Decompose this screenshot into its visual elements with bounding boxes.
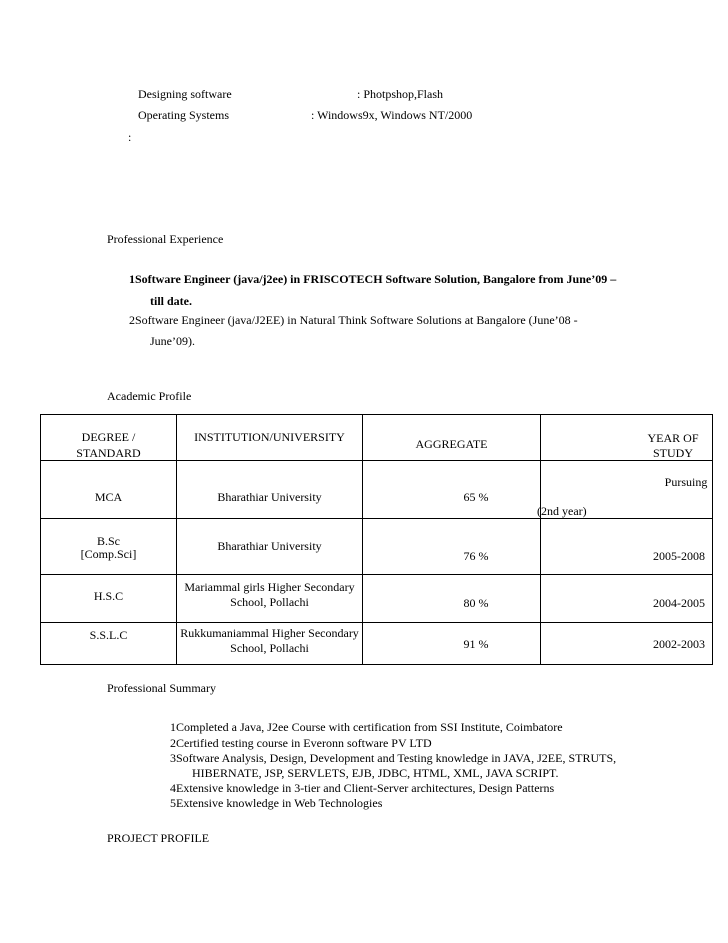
- summary-line-1: 1Completed a Java, J2ee Course with certification from SSI Institute, Coimbatore: [170, 720, 563, 734]
- institution-text-line-2: School, Pollachi: [230, 641, 309, 655]
- header-aggregate-cell: [363, 415, 541, 461]
- skill-value-os: : Windows9x, Windows NT/2000: [311, 108, 473, 122]
- header-degree-cell: [41, 415, 177, 461]
- table-row: [41, 519, 713, 575]
- experience-item-1-line-2: till date.: [150, 294, 192, 308]
- institution-cell: [177, 519, 363, 575]
- degree-text: S.S.L.C: [89, 628, 128, 642]
- summary-line-3: 3Software Analysis, Design, Development and Testing knowledge in JAVA, J2EE, STRUTS,: [170, 751, 617, 765]
- table-row: [41, 575, 713, 623]
- degree-text: H.S.C: [93, 589, 124, 603]
- experience-item-2-line-2: June’09).: [150, 334, 195, 348]
- summary-line-2: 2Certified testing course in Everonn software PV LTD: [170, 736, 432, 750]
- aggregate-text: 80 %: [463, 596, 489, 610]
- experience-item-1-line-1: 1Software Engineer (java/j2ee) in FRISCOTECH Software Solution, Bangalore from June’09 –: [129, 272, 617, 286]
- aggregate-cell: [363, 575, 541, 623]
- header-year-cell: [541, 415, 713, 461]
- header-institution-cell: [177, 415, 363, 461]
- degree-cell: [41, 519, 177, 575]
- year-cell: [541, 519, 713, 575]
- aggregate-cell: [363, 519, 541, 575]
- institution-text-line-2: School, Pollachi: [230, 595, 309, 609]
- institution-text: Rukkumaniammal Higher Secondary: [180, 626, 359, 640]
- table-row: [41, 623, 713, 665]
- degree-cell: [41, 623, 177, 665]
- summary-line-4: HIBERNATE, JSP, SERVLETS, EJB, JDBC, HTML, XML, JAVA SCRIPT.: [192, 766, 559, 780]
- summary-heading: Professional Summary: [107, 681, 216, 695]
- header-institution: INSTITUTION/UNIVERSITY: [194, 430, 345, 444]
- table-header-row: [41, 415, 713, 461]
- header-degree-line-2: STANDARD: [76, 446, 141, 460]
- summary-line-5: 4Extensive knowledge in 3-tier and Client-Server architectures, Design Patterns: [170, 781, 555, 795]
- institution-text: Bharathiar University: [217, 490, 322, 504]
- institution-cell: [177, 461, 363, 519]
- project-heading: PROJECT PROFILE: [107, 831, 210, 845]
- aggregate-text: 76 %: [463, 549, 489, 563]
- year-text: 2004-2005: [653, 596, 705, 610]
- skill-label-designing: Designing software: [138, 87, 232, 101]
- degree-text-line-2: [Comp.Sci]: [80, 547, 137, 561]
- header-degree-line-1: DEGREE /: [81, 430, 136, 444]
- experience-item-2-line-1: 2Software Engineer (java/J2EE) in Natural Think Software Solutions at Bangalore (June’08 -: [129, 313, 578, 327]
- year-text-line-2: (2nd year): [537, 504, 587, 518]
- aggregate-cell: [363, 623, 541, 665]
- summary-line-6: 5Extensive knowledge in Web Technologies: [170, 796, 383, 810]
- skill-value-designing: : Photpshop,Flash: [357, 87, 444, 101]
- degree-text: B.Sc: [96, 534, 120, 548]
- table-row: [41, 461, 713, 519]
- experience-heading: Professional Experience: [107, 232, 224, 246]
- year-cell: [541, 623, 713, 665]
- institution-cell: [177, 623, 363, 665]
- institution-text: Mariammal girls Higher Secondary: [184, 580, 355, 594]
- aggregate-cell: [363, 461, 541, 519]
- degree-cell: [41, 575, 177, 623]
- aggregate-text: 91 %: [463, 637, 489, 651]
- academic-heading: Academic Profile: [107, 389, 192, 403]
- degree-text: MCA: [94, 490, 123, 504]
- year-cell: [537, 461, 713, 519]
- year-text: Pursuing: [664, 475, 708, 489]
- aggregate-text: 65 %: [463, 490, 489, 504]
- academic-table: [40, 414, 713, 665]
- header-aggregate: AGGREGATE: [415, 437, 488, 451]
- institution-cell: [177, 575, 363, 623]
- year-text: 2002-2003: [653, 637, 705, 651]
- skill-label-os: Operating Systems: [138, 108, 229, 122]
- institution-text: Bharathiar University: [217, 539, 322, 553]
- year-text: 2005-2008: [653, 549, 705, 563]
- year-cell: [541, 575, 713, 623]
- degree-cell: [41, 461, 177, 519]
- header-year-line-2: STUDY: [652, 446, 693, 460]
- header-year-line-1: YEAR OF: [647, 431, 699, 445]
- stray-colon: :: [128, 130, 132, 144]
